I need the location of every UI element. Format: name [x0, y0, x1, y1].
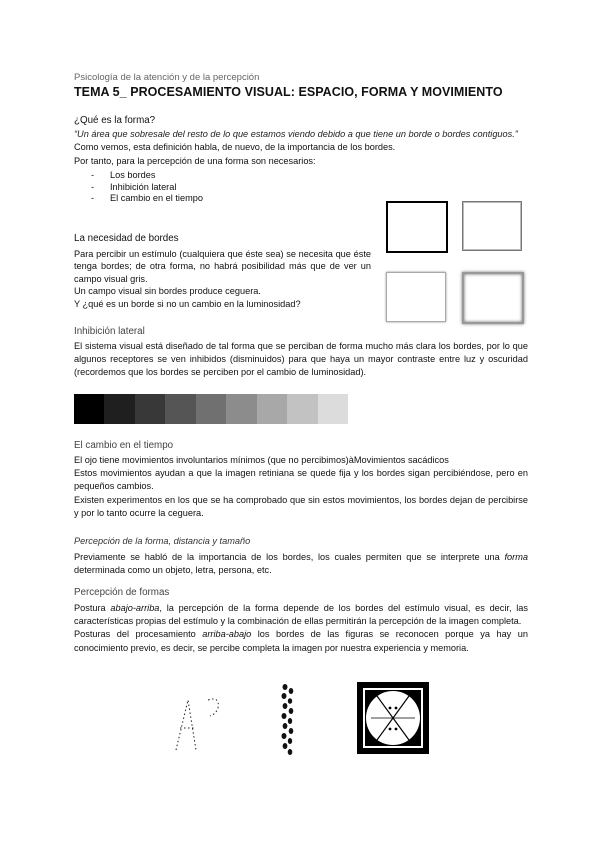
gradient-step — [165, 394, 195, 424]
list-item: - Los bordes — [91, 170, 156, 181]
gradient-step — [196, 394, 226, 424]
section-heading: Inhibición lateral — [74, 326, 145, 337]
gradient-border-square — [462, 272, 524, 324]
section-percepcion-fdt — [74, 535, 528, 577]
soft-border-square — [462, 201, 522, 251]
section-heading: Percepción de la forma, distancia y tamaño — [74, 536, 251, 546]
section-inhibicion — [74, 326, 528, 379]
circle-square-figure — [357, 682, 429, 754]
definition-quote: “Un área que sobresale del resto de lo que estamos viendo debido a que tiene un borde o bordes contiguos.” — [74, 128, 518, 139]
section-heading: Percepción de formas — [74, 587, 170, 598]
document-subject: Psicología de la atención y de la percepción — [74, 72, 260, 83]
paragraph: Para percibir un estímulo (cualquiera que éste sea) se necesita que éste tenga bordes; de otra forma, no habrá posibilidad más que de ver un campo visual gris. — [74, 248, 371, 284]
paragraph: Por tanto, para la percepción de una forma son necesarios: — [74, 155, 316, 166]
section-forma — [74, 115, 528, 204]
list-item: - Inhibición lateral — [91, 181, 177, 192]
section-heading: La necesidad de bordes — [74, 233, 179, 244]
gradient-step — [257, 394, 287, 424]
dotted-letters-figure — [168, 688, 228, 756]
blurred-border-square — [386, 272, 446, 322]
paragraph: Como vemos, esta definición habla, de nuevo, de la importancia de los bordes. — [74, 142, 396, 153]
paragraph: Y ¿qué es un borde si no un cambio en la luminosidad? — [74, 298, 301, 309]
gradient-step — [226, 394, 256, 424]
section-heading: ¿Qué es la forma? — [74, 115, 156, 126]
requirements-list — [74, 170, 528, 204]
page-title: TEMA 5_ PROCESAMIENTO VISUAL: ESPACIO, FORMA Y MOVIMIENTO — [74, 85, 503, 99]
section-cambio — [74, 440, 528, 521]
paragraph: Posturas del procesamiento arriba-abajo los bordes de las figuras se reconocen porque ya hay un conocimiento previo, es decir, se percibe completa la imagen por nuestra experiencia y memoria. — [74, 629, 528, 653]
sharp-border-square — [386, 201, 448, 253]
gradient-step — [318, 394, 348, 424]
luminance-gradient-strip — [74, 394, 348, 424]
list-item: - El cambio en el tiempo — [91, 192, 203, 203]
paragraph: Un campo visual sin bordes produce ceguera. — [74, 286, 261, 297]
dotted-column-figure — [278, 682, 298, 756]
paragraph: El sistema visual está diseñado de tal forma que se perciban de forma mucho más clara los bordes, por lo que algunos receptores se ven inhibidos (disminuidos) para que haya un mayor contraste entre luz y oscuridad (recordemos que los bordes se perciben por el cambio de luminosidad). — [74, 340, 528, 377]
section-percepcion-formas — [74, 587, 528, 655]
gradient-step — [135, 394, 165, 424]
gradient-step — [104, 394, 134, 424]
gradient-step — [74, 394, 104, 424]
paragraph: Previamente se habló de la importancia de los bordes, los cuales permiten que se interprete una forma determinada como un objeto, letra, persona, etc. — [74, 551, 528, 575]
paragraph: Postura abajo-arriba, la percepción de la forma depende de los bordes del estímulo visual, es decir, las características propias del estímulo y la combinación de ellas permitirán la percepción de la imagen completa. — [74, 602, 528, 626]
paragraph: Existen experimentos en los que se ha comprobado que sin estos movimientos, los bordes dejan de percibirse y por lo tanto ocurre la ceguera. — [74, 494, 528, 519]
section-heading: El cambio en el tiempo — [74, 440, 174, 451]
gradient-step — [287, 394, 317, 424]
paragraph: Estos movimientos ayudan a que la imagen retiniana se quede fija y los bordes sigan percibiéndose, pero en pequeños cambios. — [74, 468, 528, 492]
section-bordes — [74, 233, 371, 311]
paragraph: El ojo tiene movimientos involuntarios mínimos (que no percibimos)àMovimientos sacádicos — [74, 454, 449, 465]
